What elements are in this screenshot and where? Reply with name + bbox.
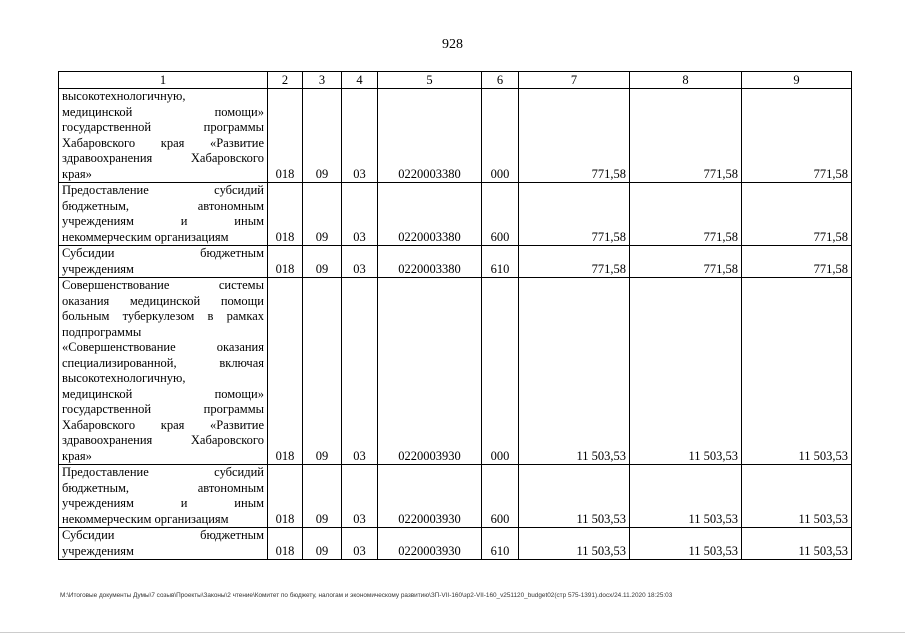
amount-cell: 11 503,53 — [519, 278, 630, 465]
row-name-line: государственной программы — [62, 402, 264, 416]
subsection-code-cell: 03 — [342, 465, 378, 528]
ministry-code-cell: 018 — [268, 278, 303, 465]
header-cell: 5 — [378, 72, 482, 89]
document-footer-path: М:\Итоговые документы Думы\7 созыв\Проекты\Законы\2 чтение\Комитет по бюджету, налогам и экономическому развитию\ЗП-VII-160\зp2-VII-160_v251120_budget02(стр 575-1391).docx/24.11.2020 18:25:03 — [60, 592, 673, 599]
amount-cell: 771,58 — [630, 89, 742, 183]
expense-type-cell: 610 — [482, 246, 519, 278]
amount-cell: 771,58 — [519, 183, 630, 246]
amount-cell: 11 503,53 — [630, 528, 742, 560]
expense-type-cell: 000 — [482, 89, 519, 183]
subsection-code-cell: 03 — [342, 246, 378, 278]
table-row — [59, 246, 852, 278]
row-name-line: медицинской помощи» — [62, 386, 264, 401]
row-name-cell — [59, 278, 268, 465]
subsection-code-cell: 03 — [342, 183, 378, 246]
row-name-line: здравоохранения Хабаровского — [62, 433, 264, 447]
amount-cell: 11 503,53 — [742, 278, 852, 465]
header-cell: 9 — [742, 72, 852, 89]
row-name-line: Предоставление субсидий — [62, 183, 264, 197]
amount-cell: 11 503,53 — [519, 528, 630, 560]
ministry-code-cell: 018 — [268, 246, 303, 278]
target-article-cell: 0220003380 — [378, 183, 482, 246]
row-name-line: учреждениям — [62, 543, 134, 558]
row-name-line: специализированной, включая — [62, 355, 264, 370]
amount-cell: 771,58 — [742, 183, 852, 246]
row-name-line: больным туберкулезом в рамках — [62, 309, 264, 323]
row-name-line: некоммерческим организациям — [62, 511, 229, 526]
row-name-line: Субсидии бюджетным — [62, 246, 264, 260]
amount-cell: 771,58 — [519, 246, 630, 278]
section-code-cell: 09 — [303, 183, 342, 246]
row-name-line: медицинской помощи» — [62, 104, 264, 119]
row-name-line: Хабаровского края «Развитие — [62, 417, 264, 432]
section-code-cell: 09 — [303, 465, 342, 528]
section-code-cell: 09 — [303, 89, 342, 183]
target-article-cell: 0220003930 — [378, 465, 482, 528]
row-name-line: оказания медицинской помощи — [62, 293, 264, 308]
row-name-line: края» — [62, 448, 92, 463]
ministry-code-cell: 018 — [268, 528, 303, 560]
row-name-line: Предоставление субсидий — [62, 465, 264, 479]
target-article-cell: 0220003930 — [378, 278, 482, 465]
ministry-code-cell: 018 — [268, 465, 303, 528]
row-name-line: государственной программы — [62, 120, 264, 134]
subsection-code-cell: 03 — [342, 278, 378, 465]
amount-cell: 11 503,53 — [742, 528, 852, 560]
target-article-cell: 0220003930 — [378, 528, 482, 560]
row-name-cell — [59, 465, 268, 528]
row-name-cell — [59, 528, 268, 560]
section-code-cell: 09 — [303, 278, 342, 465]
amount-cell: 771,58 — [742, 246, 852, 278]
amount-cell: 771,58 — [630, 246, 742, 278]
header-row — [59, 72, 852, 89]
row-name-line: некоммерческим организациям — [62, 229, 229, 244]
table-row — [59, 528, 852, 560]
row-name-cell — [59, 89, 268, 183]
table-row — [59, 278, 852, 465]
amount-cell: 11 503,53 — [742, 465, 852, 528]
row-name-line: учреждениям — [62, 261, 134, 276]
row-name-line: края» — [62, 166, 92, 181]
row-name-cell — [59, 183, 268, 246]
header-cell: 3 — [303, 72, 342, 89]
amount-cell: 771,58 — [742, 89, 852, 183]
row-name-line: здравоохранения Хабаровского — [62, 151, 264, 165]
table-body — [59, 72, 852, 560]
header-cell: 7 — [519, 72, 630, 89]
subsection-code-cell: 03 — [342, 528, 378, 560]
row-name-line: Хабаровского края «Развитие — [62, 135, 264, 150]
row-name-line: учреждениям и иным — [62, 214, 264, 228]
row-name-line: «Совершенствование оказания — [62, 340, 264, 354]
expense-type-cell: 600 — [482, 183, 519, 246]
row-name-line: учреждениям и иным — [62, 496, 264, 510]
budget-table — [58, 71, 852, 560]
table-row — [59, 465, 852, 528]
amount-cell: 11 503,53 — [630, 278, 742, 465]
row-name-cell — [59, 246, 268, 278]
page-number: 928 — [442, 37, 463, 52]
row-name-line: Субсидии бюджетным — [62, 528, 264, 542]
table-row — [59, 183, 852, 246]
row-name-line: Совершенствование системы — [62, 278, 264, 292]
expense-type-cell: 000 — [482, 278, 519, 465]
target-article-cell: 0220003380 — [378, 246, 482, 278]
amount-cell: 11 503,53 — [630, 465, 742, 528]
amount-cell: 11 503,53 — [519, 465, 630, 528]
expense-type-cell: 610 — [482, 528, 519, 560]
ministry-code-cell: 018 — [268, 183, 303, 246]
section-code-cell: 09 — [303, 528, 342, 560]
header-cell: 6 — [482, 72, 519, 89]
ministry-code-cell: 018 — [268, 89, 303, 183]
scan-edge-divider — [0, 632, 905, 633]
section-code-cell: 09 — [303, 246, 342, 278]
amount-cell: 771,58 — [519, 89, 630, 183]
row-name-line: бюджетным, автономным — [62, 480, 264, 495]
row-name-line: высокотехнологичную, — [62, 371, 186, 385]
target-article-cell: 0220003380 — [378, 89, 482, 183]
table-row — [59, 89, 852, 183]
row-name-line: бюджетным, автономным — [62, 198, 264, 213]
expense-type-cell: 600 — [482, 465, 519, 528]
header-cell: 1 — [59, 72, 268, 89]
row-name-line: подпрограммы — [62, 324, 142, 339]
subsection-code-cell: 03 — [342, 89, 378, 183]
header-cell: 4 — [342, 72, 378, 89]
header-cell: 8 — [630, 72, 742, 89]
amount-cell: 771,58 — [630, 183, 742, 246]
row-name-line: высокотехнологичную, — [62, 89, 186, 103]
header-cell: 2 — [268, 72, 303, 89]
